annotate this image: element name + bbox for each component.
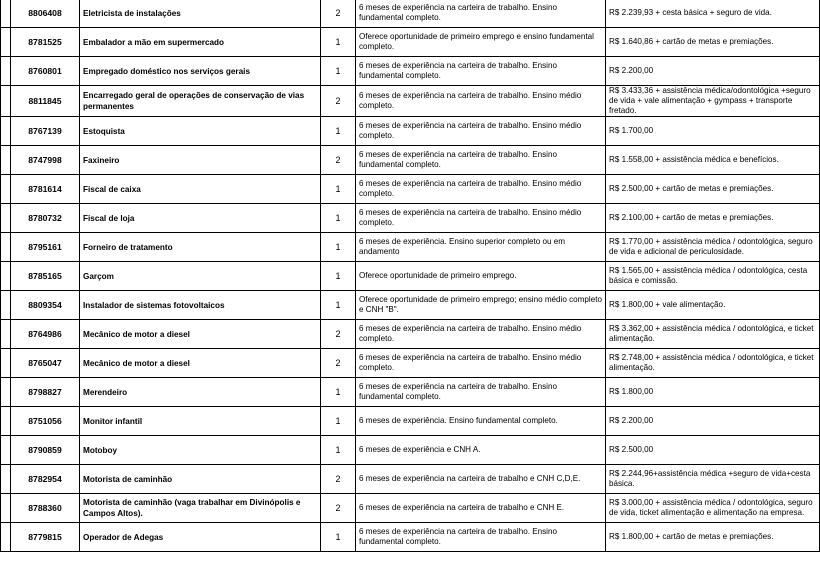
vacancy-code-cell: 8780732: [11, 204, 80, 233]
table-row: [1, 86, 820, 117]
job-title-cell: Merendeiro: [80, 378, 321, 407]
job-title-cell: Fiscal de caixa: [80, 175, 321, 204]
job-title-cell: Monitor infantil: [80, 407, 321, 436]
job-title-cell: Fiscal de loja: [80, 204, 321, 233]
job-title-cell: Motorista de caminhão: [80, 465, 321, 494]
job-title-cell: Mecânico de motor a diesel: [80, 349, 321, 378]
row-margin-cell: [1, 28, 11, 57]
requirements-cell: Oferece oportunidade de primeiro emprego; ensino médio completo e CNH "B".: [356, 291, 606, 320]
salary-benefits-cell: R$ 2.200,00: [606, 57, 820, 86]
row-margin-cell: [1, 117, 11, 146]
table-row: [1, 0, 820, 28]
vacancy-count-cell: 2: [321, 465, 356, 494]
salary-benefits-cell: R$ 2.748,00 + assistência médica / odontológica, e ticket alimentação.: [606, 349, 820, 378]
row-margin-cell: [1, 57, 11, 86]
vacancy-count-cell: 1: [321, 117, 356, 146]
table-row: [1, 407, 820, 436]
vacancy-code-cell: 8751056: [11, 407, 80, 436]
job-title-cell: Operador de Adegas: [80, 523, 321, 552]
vacancy-code-cell: 8788360: [11, 494, 80, 523]
table-row: [1, 523, 820, 552]
table-row: [1, 204, 820, 233]
vacancy-count-cell: 1: [321, 436, 356, 465]
vacancy-code-cell: 8764986: [11, 320, 80, 349]
vacancy-code-cell: 8781614: [11, 175, 80, 204]
row-margin-cell: [1, 320, 11, 349]
requirements-cell: 6 meses de experiência na carteira de trabalho e CNH C,D,E.: [356, 465, 606, 494]
job-title-cell: Eletricista de instalações: [80, 0, 321, 28]
requirements-cell: 6 meses de experiência na carteira de trabalho. Ensino médio completo.: [356, 117, 606, 146]
salary-benefits-cell: R$ 2.244,96+assistência médica +seguro de vida+cesta básica.: [606, 465, 820, 494]
row-margin-cell: [1, 407, 11, 436]
row-margin-cell: [1, 436, 11, 465]
table-row: [1, 320, 820, 349]
row-margin-cell: [1, 175, 11, 204]
salary-benefits-cell: R$ 3.000,00 + assistência médica / odontológica, seguro de vida, ticket alimentação e alimentação na empresa.: [606, 494, 820, 523]
requirements-cell: 6 meses de experiência na carteira de trabalho. Ensino médio completo.: [356, 349, 606, 378]
row-margin-cell: [1, 349, 11, 378]
row-margin-cell: [1, 262, 11, 291]
job-title-cell: Forneiro de tratamento: [80, 233, 321, 262]
vacancy-count-cell: 1: [321, 175, 356, 204]
vacancy-code-cell: 8798827: [11, 378, 80, 407]
job-title-cell: Empregado doméstico nos serviços gerais: [80, 57, 321, 86]
row-margin-cell: [1, 291, 11, 320]
vacancy-count-cell: 1: [321, 204, 356, 233]
row-margin-cell: [1, 378, 11, 407]
vacancy-count-cell: 2: [321, 494, 356, 523]
salary-benefits-cell: R$ 1.558,00 + assistência médica e benefícios.: [606, 146, 820, 175]
vacancy-code-cell: 8782954: [11, 465, 80, 494]
salary-benefits-cell: R$ 2.200,00: [606, 407, 820, 436]
requirements-cell: Oferece oportunidade de primeiro emprego e ensino fundamental completo.: [356, 28, 606, 57]
requirements-cell: 6 meses de experiência na carteira de trabalho. Ensino médio completo.: [356, 175, 606, 204]
vacancy-code-cell: 8809354: [11, 291, 80, 320]
requirements-cell: 6 meses de experiência na carteira de trabalho. Ensino fundamental completo.: [356, 523, 606, 552]
row-margin-cell: [1, 523, 11, 552]
table-row: [1, 57, 820, 86]
salary-benefits-cell: R$ 1.565,00 + assistência médica / odontológica, cesta básica e comissão.: [606, 262, 820, 291]
vacancy-count-cell: 1: [321, 291, 356, 320]
row-margin-cell: [1, 204, 11, 233]
table-row: [1, 436, 820, 465]
requirements-cell: 6 meses de experiência na carteira de trabalho. Ensino médio completo.: [356, 86, 606, 117]
requirements-cell: 6 meses de experiência. Ensino fundamental completo.: [356, 407, 606, 436]
requirements-cell: 6 meses de experiência na carteira de trabalho. Ensino fundamental completo.: [356, 0, 606, 28]
salary-benefits-cell: R$ 2.100,00 + cartão de metas e premiações.: [606, 204, 820, 233]
requirements-cell: 6 meses de experiência e CNH A.: [356, 436, 606, 465]
vacancy-count-cell: 2: [321, 0, 356, 28]
row-margin-cell: [1, 0, 11, 28]
vacancy-count-cell: 2: [321, 349, 356, 378]
salary-benefits-cell: R$ 2.239,93 + cesta básica + seguro de vida.: [606, 0, 820, 28]
vacancy-count-cell: 1: [321, 378, 356, 407]
vacancy-count-cell: 2: [321, 320, 356, 349]
vacancy-code-cell: 8795161: [11, 233, 80, 262]
salary-benefits-cell: R$ 1.800,00 + vale alimentação.: [606, 291, 820, 320]
vacancy-code-cell: 8785165: [11, 262, 80, 291]
salary-benefits-cell: R$ 1.700,00: [606, 117, 820, 146]
vacancy-count-cell: 1: [321, 523, 356, 552]
vacancy-code-cell: 8767139: [11, 117, 80, 146]
requirements-cell: 6 meses de experiência na carteira de trabalho. Ensino fundamental completo.: [356, 57, 606, 86]
job-title-cell: Mecânico de motor a diesel: [80, 320, 321, 349]
vacancy-code-cell: 8811845: [11, 86, 80, 117]
job-title-cell: Estoquista: [80, 117, 321, 146]
vacancy-count-cell: 1: [321, 57, 356, 86]
vacancy-count-cell: 1: [321, 28, 356, 57]
table-row: [1, 175, 820, 204]
row-margin-cell: [1, 233, 11, 262]
requirements-cell: 6 meses de experiência na carteira de trabalho. Ensino fundamental completo.: [356, 378, 606, 407]
salary-benefits-cell: R$ 2.500,00 + cartão de metas e premiações.: [606, 175, 820, 204]
vacancy-count-cell: 2: [321, 146, 356, 175]
row-margin-cell: [1, 86, 11, 117]
table-row: [1, 28, 820, 57]
salary-benefits-cell: R$ 3.362,00 + assistência médica / odontológica, e ticket alimentação.: [606, 320, 820, 349]
vacancy-count-cell: 1: [321, 407, 356, 436]
salary-benefits-cell: R$ 1.770,00 + assistência médica / odontológica, seguro de vida e adicional de periculosidade.: [606, 233, 820, 262]
requirements-cell: 6 meses de experiência. Ensino superior completo ou em andamento: [356, 233, 606, 262]
requirements-cell: 6 meses de experiência na carteira de trabalho. Ensino fundamental completo.: [356, 146, 606, 175]
table-row: [1, 349, 820, 378]
table-row: [1, 233, 820, 262]
salary-benefits-cell: R$ 1.640,86 + cartão de metas e premiações.: [606, 28, 820, 57]
job-title-cell: Embalador a mão em supermercado: [80, 28, 321, 57]
table-row: [1, 494, 820, 523]
row-margin-cell: [1, 465, 11, 494]
vacancy-code-cell: 8765047: [11, 349, 80, 378]
requirements-cell: 6 meses de experiência na carteira de trabalho. Ensino médio completo.: [356, 320, 606, 349]
salary-benefits-cell: R$ 3.433,36 + assistência médica/odontológica +seguro de vida + vale alimentação + gympass + transporte fretado.: [606, 86, 820, 117]
vacancy-code-cell: 8760801: [11, 57, 80, 86]
row-margin-cell: [1, 494, 11, 523]
job-title-cell: Motoboy: [80, 436, 321, 465]
job-title-cell: Instalador de sistemas fotovoltaicos: [80, 291, 321, 320]
vacancy-code-cell: 8806408: [11, 0, 80, 28]
job-title-cell: Encarregado geral de operações de conservação de vias permanentes: [80, 86, 321, 117]
table-row: [1, 146, 820, 175]
table-row: [1, 117, 820, 146]
vacancy-count-cell: 1: [321, 262, 356, 291]
table-body: [1, 0, 820, 552]
salary-benefits-cell: R$ 1.800,00: [606, 378, 820, 407]
job-title-cell: Garçom: [80, 262, 321, 291]
vacancy-count-cell: 2: [321, 86, 356, 117]
job-title-cell: Motorista de caminhão (vaga trabalhar em Divinópolis e Campos Altos).: [80, 494, 321, 523]
requirements-cell: Oferece oportunidade de primeiro emprego.: [356, 262, 606, 291]
vacancy-count-cell: 1: [321, 233, 356, 262]
table-row: [1, 262, 820, 291]
table-row: [1, 291, 820, 320]
requirements-cell: 6 meses de experiência na carteira de trabalho. Ensino médio completo.: [356, 204, 606, 233]
requirements-cell: 6 meses de experiência na carteira de trabalho e CNH E.: [356, 494, 606, 523]
vacancy-code-cell: 8781525: [11, 28, 80, 57]
salary-benefits-cell: R$ 2.500,00: [606, 436, 820, 465]
salary-benefits-cell: R$ 1.800,00 + cartão de metas e premiações.: [606, 523, 820, 552]
table-row: [1, 465, 820, 494]
table-row: [1, 378, 820, 407]
vacancy-code-cell: 8747998: [11, 146, 80, 175]
vacancy-code-cell: 8779815: [11, 523, 80, 552]
job-title-cell: Faxineiro: [80, 146, 321, 175]
row-margin-cell: [1, 146, 11, 175]
vacancy-code-cell: 8790859: [11, 436, 80, 465]
